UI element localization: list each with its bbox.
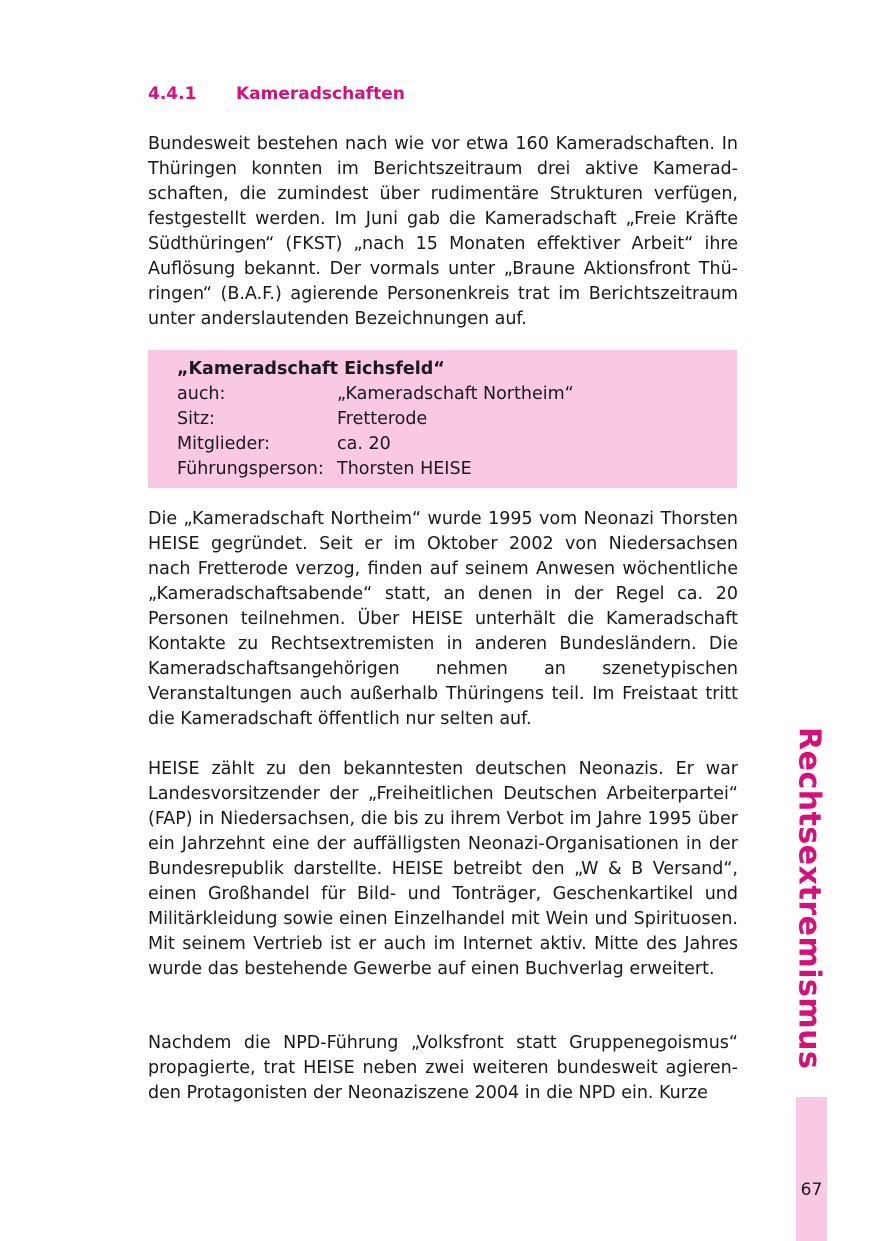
paragraph-npd: Nachdem die NPD-Führung „Volksfront statt Gruppenegoismus“ propagierte, trat HEISE neben zwei weiteren bundesweit agierenden Protagonisten der Neonaziszene 2004 in die NPD ein. Kurze xyxy=(148,1033,738,1103)
info-row-fuehrungsperson xyxy=(177,457,737,482)
info-label: Mitglieder: xyxy=(177,434,271,454)
section-heading xyxy=(148,84,405,104)
info-label: Sitz: xyxy=(177,409,215,429)
info-value: Thorsten HEISE xyxy=(337,459,472,479)
section-title: Kameradschaften xyxy=(236,84,405,104)
page-tab xyxy=(796,1097,827,1241)
page-number: 67 xyxy=(800,1180,823,1200)
info-label: auch: xyxy=(177,384,226,404)
info-value: Fretterode xyxy=(337,409,428,429)
sidebar-chapter-title xyxy=(784,726,834,1070)
sidebar-chapter-title-text: Rechtsextremismus xyxy=(791,726,827,1070)
section-number: 4.4.1 xyxy=(148,84,197,104)
paragraph-northeim: Die „Kameradschaft Northeim“ wurde 1995 vom Neonazi Thorsten HEISE gegründet. Seit er im Oktober 2002 von Niedersachsen nach Fretterode verzog, finden auf seinem Anwesen wöchentliche „Kameradschaftsabende“ statt, an denen in der Regel ca. 20 Personen teilnehmen. Über HEISE unterhält die Kameradschaft Kontakte zu Rechtsextremisten in anderen Bundesländern. Die Kameradschaftsangehörigen nehmen an szenetypischen Veranstaltungen auch außerhalb Thüringens teil. Im Freistaat tritt die Kameradschaft öffentlich nur selten auf. xyxy=(148,509,738,729)
paragraph-heise: HEISE zählt zu den bekanntesten deutschen Neonazis. Er war Landesvorsitzender der „Freiheitlichen Deutschen Arbeiterpartei“ (FAP) in Niedersachsen, die bis zu ihrem Verbot im Jahre 1995 über ein Jahrzehnt eine der auffälligsten Neonazi-Organisationen in der Bundesrepublik darstellte. HEISE betreibt den „W & B Versand“, einen Großhandel für Bild- und Tonträger, Geschenkartikel und Militärkleidung sowie einen Einzelhandel mit Wein und Spirituosen. Mit seinem Vertrieb ist er auch im Internet aktiv. Mitte des Jahres wurde das bestehende Gewerbe auf einen Buchverlag erweitert. xyxy=(148,759,738,979)
info-row-mitglieder xyxy=(177,432,737,457)
info-value: ca. 20 xyxy=(337,434,391,454)
info-box-title: „Kameradschaft Eichsfeld“ xyxy=(177,359,445,379)
info-box xyxy=(148,350,737,488)
info-row-auch xyxy=(177,382,737,407)
info-value: „Kameradschaft Northeim“ xyxy=(337,384,574,404)
info-row-sitz xyxy=(177,407,737,432)
info-label: Führungsperson: xyxy=(177,459,324,479)
paragraph-intro: Bundesweit bestehen nach wie vor etwa 160 Kameradschaften. In Thüringen konnten im Berichtszeitraum drei aktive Kameradschaften, die zumindest über rudimentäre Strukturen verfügen, festgestellt werden. Im Juni gab die Kameradschaft „Freie Kräfte Südthüringen“ (FKST) „nach 15 Monaten effektiver Arbeit“ ihre Auflösung bekannt. Der vormals unter „Braune Aktionsfront Thüringen“ (B.A.F.) agierende Personenkreis trat im Berichtszeitraum unter anderslautenden Bezeichnungen auf. xyxy=(148,134,738,329)
